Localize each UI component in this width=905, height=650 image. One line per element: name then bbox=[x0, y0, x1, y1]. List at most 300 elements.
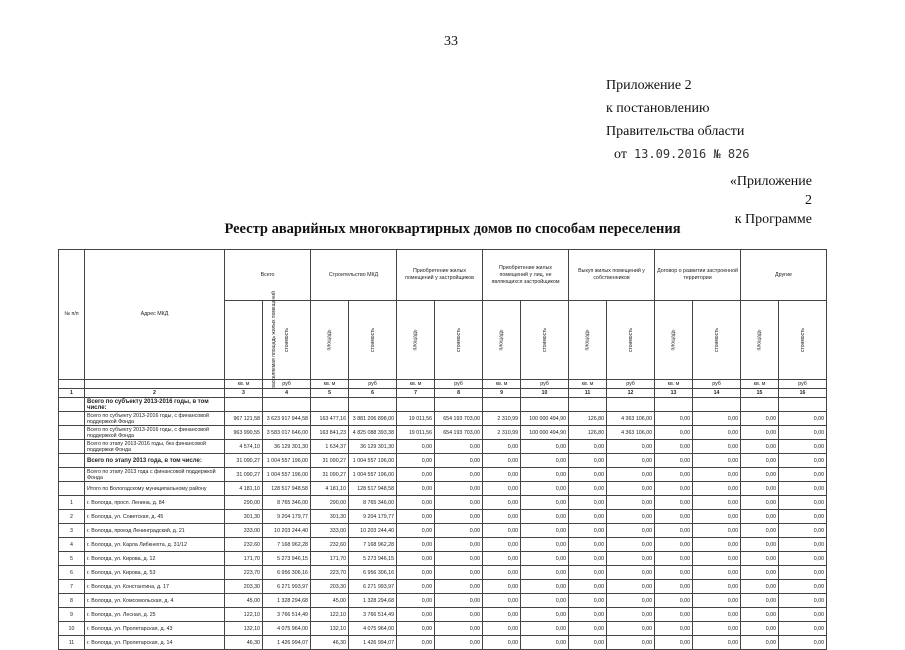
row-value: 0,00 bbox=[693, 440, 741, 454]
row-value: 0,00 bbox=[397, 510, 435, 524]
row-value: 0,00 bbox=[521, 552, 569, 566]
appendix-line-1: Приложение 2 bbox=[606, 78, 692, 93]
unit-cell-empty bbox=[85, 380, 225, 389]
row-value: 0,00 bbox=[607, 454, 655, 468]
row-index: 9 bbox=[59, 608, 85, 622]
appendix-line-3: Правительства области bbox=[606, 124, 745, 139]
table-row bbox=[59, 398, 827, 412]
row-value: 0,00 bbox=[521, 440, 569, 454]
row-value: 126,80 bbox=[569, 426, 607, 440]
unit-cell: руб bbox=[779, 380, 827, 389]
row-value: 0,00 bbox=[435, 468, 483, 482]
row-address: г. Вологда, ул. Карла Либкнехта, д. 31/12 bbox=[85, 538, 225, 552]
row-value bbox=[435, 398, 483, 412]
row-value: 0,00 bbox=[435, 440, 483, 454]
column-number: 1 bbox=[59, 389, 85, 398]
row-value: 0,00 bbox=[607, 552, 655, 566]
row-index bbox=[59, 440, 85, 454]
row-value: 0,00 bbox=[483, 496, 521, 510]
row-value: 0,00 bbox=[435, 594, 483, 608]
row-value: 3 881 206 898,00 bbox=[349, 412, 397, 426]
column-number: 14 bbox=[693, 389, 741, 398]
unit-cell: руб bbox=[435, 380, 483, 389]
row-value: 10 203 244,40 bbox=[263, 524, 311, 538]
registry-table-wrapper bbox=[58, 249, 825, 646]
row-value: 0,00 bbox=[569, 594, 607, 608]
row-index: 8 bbox=[59, 594, 85, 608]
row-value: 0,00 bbox=[521, 636, 569, 650]
header-row-units bbox=[59, 380, 827, 389]
row-value bbox=[741, 398, 779, 412]
header-group-development-contract: Договор о развитии застроенной территории bbox=[655, 250, 741, 301]
row-address: г. Вологда, ул. Пролетарская, д. 43 bbox=[85, 622, 225, 636]
header-sub-cost: стоимость bbox=[263, 301, 311, 380]
row-value: 0,00 bbox=[397, 636, 435, 650]
row-value: 0,00 bbox=[655, 426, 693, 440]
row-value: 1 004 557 196,00 bbox=[263, 454, 311, 468]
row-value: 0,00 bbox=[435, 622, 483, 636]
column-number: 8 bbox=[435, 389, 483, 398]
row-value: 0,00 bbox=[693, 580, 741, 594]
row-value bbox=[521, 398, 569, 412]
row-value: 203,30 bbox=[225, 580, 263, 594]
table-row bbox=[59, 496, 827, 510]
row-value: 128 517 948,58 bbox=[263, 482, 311, 496]
row-value: 0,00 bbox=[655, 608, 693, 622]
row-value: 5 273 946,15 bbox=[349, 552, 397, 566]
unit-cell: руб bbox=[263, 380, 311, 389]
row-index bbox=[59, 398, 85, 412]
header-row-groups bbox=[59, 250, 827, 301]
row-value: 31 090,27 bbox=[311, 454, 349, 468]
row-value: 0,00 bbox=[693, 468, 741, 482]
row-value: 0,00 bbox=[569, 552, 607, 566]
row-address: г. Вологда, ул. Лесная, д. 25 bbox=[85, 608, 225, 622]
appendix-line-2: к постановлению bbox=[606, 101, 710, 116]
column-number: 7 bbox=[397, 389, 435, 398]
row-value: 0,00 bbox=[779, 426, 827, 440]
row-value: 163 477,16 bbox=[311, 412, 349, 426]
row-value: 223,70 bbox=[311, 566, 349, 580]
column-number: 4 bbox=[263, 389, 311, 398]
appendix-header bbox=[606, 74, 750, 166]
row-address: Итого по Вологодскому муниципальному району bbox=[85, 482, 225, 496]
header-group-construction: Строительство МКД bbox=[311, 250, 397, 301]
row-value: 654 193 703,00 bbox=[435, 412, 483, 426]
row-value: 0,00 bbox=[569, 482, 607, 496]
row-value: 0,00 bbox=[693, 538, 741, 552]
row-value: 4 363 106,00 bbox=[607, 412, 655, 426]
row-value: 132,10 bbox=[311, 622, 349, 636]
row-value: 290,00 bbox=[225, 496, 263, 510]
table-row bbox=[59, 538, 827, 552]
table-row bbox=[59, 426, 827, 440]
row-value: 967 121,58 bbox=[225, 412, 263, 426]
row-address: Всего по этапу 2013-2016 годы, без финансовой поддержки Фонда bbox=[85, 440, 225, 454]
unit-cell-empty bbox=[59, 380, 85, 389]
row-value: 122,10 bbox=[311, 608, 349, 622]
row-value: 0,00 bbox=[741, 538, 779, 552]
row-value: 0,00 bbox=[521, 594, 569, 608]
row-address: Всего по этапу 2013 года, в том числе: bbox=[85, 454, 225, 468]
row-value: 0,00 bbox=[569, 580, 607, 594]
table-row bbox=[59, 622, 827, 636]
row-value: 0,00 bbox=[521, 608, 569, 622]
row-value: 0,00 bbox=[483, 608, 521, 622]
row-value: 46,30 bbox=[311, 636, 349, 650]
column-number: 6 bbox=[349, 389, 397, 398]
row-value: 1 426 994,07 bbox=[349, 636, 397, 650]
row-value: 0,00 bbox=[397, 440, 435, 454]
row-value: 0,00 bbox=[693, 454, 741, 468]
row-value: 4 181,10 bbox=[225, 482, 263, 496]
row-value: 0,00 bbox=[521, 454, 569, 468]
row-value: 0,00 bbox=[779, 608, 827, 622]
row-value: 0,00 bbox=[693, 496, 741, 510]
row-value: 0,00 bbox=[521, 482, 569, 496]
table-row bbox=[59, 412, 827, 426]
table-row bbox=[59, 482, 827, 496]
row-value: 0,00 bbox=[483, 454, 521, 468]
row-value: 45,00 bbox=[225, 594, 263, 608]
row-address: г. Вологда, ул. Комсомольская, д. 4 bbox=[85, 594, 225, 608]
unit-cell: руб bbox=[349, 380, 397, 389]
column-number: 11 bbox=[569, 389, 607, 398]
row-value: 4 075 964,00 bbox=[349, 622, 397, 636]
row-index: 3 bbox=[59, 524, 85, 538]
header-sub-area: площадь bbox=[741, 301, 779, 380]
row-value: 0,00 bbox=[655, 510, 693, 524]
row-value bbox=[779, 398, 827, 412]
row-value: 2 310,99 bbox=[483, 426, 521, 440]
row-value: 0,00 bbox=[435, 538, 483, 552]
row-value: 31 090,27 bbox=[311, 468, 349, 482]
row-value: 0,00 bbox=[741, 426, 779, 440]
row-value: 232,60 bbox=[311, 538, 349, 552]
row-value: 0,00 bbox=[607, 440, 655, 454]
row-value: 0,00 bbox=[435, 636, 483, 650]
row-value: 0,00 bbox=[521, 580, 569, 594]
date-prefix: от bbox=[614, 147, 627, 162]
row-value: 1 004 557 196,00 bbox=[263, 468, 311, 482]
header-sub-cost: стоимость bbox=[435, 301, 483, 380]
header-row-numbers bbox=[59, 389, 827, 398]
row-value: 0,00 bbox=[521, 510, 569, 524]
row-value: 4 825 088 393,38 bbox=[349, 426, 397, 440]
row-value: 0,00 bbox=[397, 580, 435, 594]
row-value: 171,70 bbox=[311, 552, 349, 566]
header-sub-area: площадь bbox=[569, 301, 607, 380]
unit-cell: руб bbox=[693, 380, 741, 389]
row-value: 0,00 bbox=[693, 524, 741, 538]
row-value: 0,00 bbox=[435, 482, 483, 496]
row-index bbox=[59, 426, 85, 440]
row-value: 0,00 bbox=[741, 524, 779, 538]
row-value bbox=[397, 398, 435, 412]
document-title: Реестр аварийных многоквартирных домов по способам переселения bbox=[224, 221, 681, 237]
row-index bbox=[59, 412, 85, 426]
table-row bbox=[59, 608, 827, 622]
row-value: 3 623 917 944,58 bbox=[263, 412, 311, 426]
row-value: 0,00 bbox=[693, 608, 741, 622]
row-value: 0,00 bbox=[397, 552, 435, 566]
row-value: 31 090,27 bbox=[225, 454, 263, 468]
row-value: 0,00 bbox=[655, 524, 693, 538]
row-value: 6 271 993,97 bbox=[349, 580, 397, 594]
row-value: 0,00 bbox=[569, 524, 607, 538]
column-number: 5 bbox=[311, 389, 349, 398]
row-value: 0,00 bbox=[397, 468, 435, 482]
row-value bbox=[311, 398, 349, 412]
header-address: Адрес МКД bbox=[85, 250, 225, 380]
row-value: 0,00 bbox=[741, 412, 779, 426]
row-value: 0,00 bbox=[741, 636, 779, 650]
row-value: 0,00 bbox=[655, 482, 693, 496]
header-sub-cost: стоимость bbox=[607, 301, 655, 380]
header-sub-area: площадь bbox=[655, 301, 693, 380]
row-value: 0,00 bbox=[655, 496, 693, 510]
row-value: 301,30 bbox=[225, 510, 263, 524]
unit-cell: руб bbox=[607, 380, 655, 389]
row-address: Всего по субъекту 2013-2016 годы, в том числе: bbox=[85, 398, 225, 412]
row-value: 0,00 bbox=[607, 636, 655, 650]
row-index: 11 bbox=[59, 636, 85, 650]
row-value: 0,00 bbox=[397, 566, 435, 580]
row-value: 8 765 346,00 bbox=[263, 496, 311, 510]
row-value: 122,10 bbox=[225, 608, 263, 622]
header-sub-area: площадь bbox=[483, 301, 521, 380]
row-value: 0,00 bbox=[741, 482, 779, 496]
row-value: 0,00 bbox=[655, 594, 693, 608]
row-value: 0,00 bbox=[655, 636, 693, 650]
row-value: 0,00 bbox=[741, 510, 779, 524]
column-number: 13 bbox=[655, 389, 693, 398]
row-value: 0,00 bbox=[693, 622, 741, 636]
row-value: 0,00 bbox=[435, 608, 483, 622]
row-value: 0,00 bbox=[741, 454, 779, 468]
row-value: 333,00 bbox=[311, 524, 349, 538]
row-index: 5 bbox=[59, 552, 85, 566]
row-value: 0,00 bbox=[607, 608, 655, 622]
row-value: 0,00 bbox=[569, 538, 607, 552]
row-value: 0,00 bbox=[483, 524, 521, 538]
row-value: 0,00 bbox=[741, 468, 779, 482]
row-value: 0,00 bbox=[607, 538, 655, 552]
row-value: 333,00 bbox=[225, 524, 263, 538]
column-number: 16 bbox=[779, 389, 827, 398]
unit-cell: руб bbox=[521, 380, 569, 389]
table-row bbox=[59, 468, 827, 482]
row-value: 0,00 bbox=[779, 524, 827, 538]
column-number: 2 bbox=[85, 389, 225, 398]
row-value bbox=[225, 398, 263, 412]
column-number: 9 bbox=[483, 389, 521, 398]
row-address: г. Вологда, просп. Ленина, д. 84 bbox=[85, 496, 225, 510]
row-value: 0,00 bbox=[741, 566, 779, 580]
row-value: 1 004 557 196,00 bbox=[349, 454, 397, 468]
row-value: 0,00 bbox=[741, 622, 779, 636]
row-value: 132,10 bbox=[225, 622, 263, 636]
row-value: 0,00 bbox=[655, 538, 693, 552]
header-sub-area: площадь bbox=[311, 301, 349, 380]
row-value: 0,00 bbox=[397, 524, 435, 538]
row-value: 0,00 bbox=[397, 622, 435, 636]
header-group-total: Всего bbox=[225, 250, 311, 301]
row-value: 0,00 bbox=[779, 440, 827, 454]
row-value: 126,80 bbox=[569, 412, 607, 426]
row-value: 0,00 bbox=[569, 468, 607, 482]
row-value: 0,00 bbox=[435, 524, 483, 538]
row-value bbox=[263, 398, 311, 412]
row-value: 36 129 301,30 bbox=[349, 440, 397, 454]
row-value: 8 765 346,00 bbox=[349, 496, 397, 510]
program-ref-line-1: «Приложение 2 bbox=[729, 174, 812, 208]
row-address: г. Вологда, ул. Константина, д. 17 bbox=[85, 580, 225, 594]
row-value: 0,00 bbox=[483, 468, 521, 482]
row-value: 3 766 514,49 bbox=[263, 608, 311, 622]
row-value: 0,00 bbox=[741, 552, 779, 566]
row-value: 301,30 bbox=[311, 510, 349, 524]
row-value: 4 181,10 bbox=[311, 482, 349, 496]
header-group-buyout: Выкуп жилых помещений у собственников bbox=[569, 250, 655, 301]
row-value: 0,00 bbox=[397, 482, 435, 496]
row-value: 0,00 bbox=[435, 496, 483, 510]
row-value: 3 583 017 646,00 bbox=[263, 426, 311, 440]
row-value: 1 426 994,07 bbox=[263, 636, 311, 650]
row-value: 0,00 bbox=[483, 622, 521, 636]
row-value: 0,00 bbox=[483, 510, 521, 524]
row-value: 0,00 bbox=[569, 636, 607, 650]
row-value: 0,00 bbox=[521, 622, 569, 636]
table-row bbox=[59, 524, 827, 538]
row-index: 10 bbox=[59, 622, 85, 636]
row-value: 0,00 bbox=[693, 510, 741, 524]
row-value: 0,00 bbox=[693, 426, 741, 440]
row-value: 1 634,37 bbox=[311, 440, 349, 454]
header-sub-cost: стоимость bbox=[693, 301, 741, 380]
row-value: 0,00 bbox=[741, 580, 779, 594]
row-value: 0,00 bbox=[607, 496, 655, 510]
row-value bbox=[483, 398, 521, 412]
row-value: 0,00 bbox=[655, 454, 693, 468]
row-value bbox=[693, 398, 741, 412]
row-value: 0,00 bbox=[569, 622, 607, 636]
program-ref-line-2: к Программе bbox=[734, 212, 812, 227]
row-address: Всего по субъекту 2013-2016 годы, с финансовой поддержкой Фонда bbox=[85, 426, 225, 440]
row-value: 0,00 bbox=[779, 412, 827, 426]
row-value: 0,00 bbox=[607, 566, 655, 580]
column-number: 3 bbox=[225, 389, 263, 398]
row-value: 0,00 bbox=[483, 552, 521, 566]
column-number: 12 bbox=[607, 389, 655, 398]
row-value: 36 129 301,30 bbox=[263, 440, 311, 454]
row-value: 0,00 bbox=[607, 580, 655, 594]
header-group-other: Другие bbox=[741, 250, 827, 301]
row-value: 45,00 bbox=[311, 594, 349, 608]
row-value: 100 000 494,90 bbox=[521, 412, 569, 426]
row-value: 0,00 bbox=[607, 468, 655, 482]
row-index: 4 bbox=[59, 538, 85, 552]
row-value: 232,60 bbox=[225, 538, 263, 552]
row-value: 0,00 bbox=[569, 440, 607, 454]
row-value: 0,00 bbox=[779, 636, 827, 650]
row-value: 19 011,56 bbox=[397, 412, 435, 426]
header-sub-total-area: расселяемая площадь жилых помещений bbox=[225, 301, 263, 380]
unit-cell: кв. м bbox=[397, 380, 435, 389]
row-value: 0,00 bbox=[779, 622, 827, 636]
row-address: Всего по этапу 2013 года с финансовой поддержкой Фонда bbox=[85, 468, 225, 482]
row-value: 0,00 bbox=[435, 510, 483, 524]
table-row bbox=[59, 440, 827, 454]
row-value: 0,00 bbox=[521, 496, 569, 510]
row-value: 4 574,10 bbox=[225, 440, 263, 454]
row-value: 0,00 bbox=[607, 482, 655, 496]
row-value: 0,00 bbox=[569, 566, 607, 580]
row-value: 0,00 bbox=[521, 566, 569, 580]
unit-cell: кв. м bbox=[569, 380, 607, 389]
row-value: 0,00 bbox=[655, 622, 693, 636]
row-value: 0,00 bbox=[779, 482, 827, 496]
header-sub-area: площадь bbox=[397, 301, 435, 380]
column-number: 15 bbox=[741, 389, 779, 398]
row-value: 163 841,23 bbox=[311, 426, 349, 440]
row-value: 3 766 514,49 bbox=[349, 608, 397, 622]
row-value: 6 956 306,16 bbox=[263, 566, 311, 580]
row-value: 0,00 bbox=[569, 496, 607, 510]
row-value: 963 990,55 bbox=[225, 426, 263, 440]
row-value: 100 000 494,90 bbox=[521, 426, 569, 440]
row-value: 0,00 bbox=[741, 594, 779, 608]
table-row bbox=[59, 566, 827, 580]
row-value: 223,70 bbox=[225, 566, 263, 580]
row-value: 0,00 bbox=[779, 580, 827, 594]
unit-cell: кв. м bbox=[225, 380, 263, 389]
row-value bbox=[349, 398, 397, 412]
row-value: 0,00 bbox=[483, 580, 521, 594]
row-address: г. Вологда, ул. Пролетарская, д. 14 bbox=[85, 636, 225, 650]
unit-cell: кв. м bbox=[483, 380, 521, 389]
header-group-developers: Приобретение жилых помещений у застройщиков bbox=[397, 250, 483, 301]
row-value: 0,00 bbox=[607, 594, 655, 608]
row-value: 0,00 bbox=[779, 566, 827, 580]
row-index: 2 bbox=[59, 510, 85, 524]
date-value: 13.09.2016 № 826 bbox=[633, 147, 750, 161]
row-value: 0,00 bbox=[607, 622, 655, 636]
table-row bbox=[59, 510, 827, 524]
row-value: 0,00 bbox=[655, 580, 693, 594]
row-value: 19 011,56 bbox=[397, 426, 435, 440]
header-sub-cost: стоимость bbox=[779, 301, 827, 380]
row-value: 9 204 179,77 bbox=[349, 510, 397, 524]
row-value: 7 168 962,28 bbox=[263, 538, 311, 552]
row-value: 203,30 bbox=[311, 580, 349, 594]
column-number: 10 bbox=[521, 389, 569, 398]
row-value bbox=[655, 398, 693, 412]
appendix-date bbox=[606, 143, 750, 166]
row-value: 0,00 bbox=[693, 482, 741, 496]
row-value: 0,00 bbox=[779, 594, 827, 608]
row-value: 46,30 bbox=[225, 636, 263, 650]
row-value: 0,00 bbox=[779, 468, 827, 482]
row-value: 4 363 106,00 bbox=[607, 426, 655, 440]
row-value: 1 328 294,68 bbox=[349, 594, 397, 608]
row-value: 0,00 bbox=[779, 454, 827, 468]
row-index: 7 bbox=[59, 580, 85, 594]
row-value: 0,00 bbox=[435, 552, 483, 566]
row-value: 0,00 bbox=[483, 538, 521, 552]
row-value: 0,00 bbox=[655, 468, 693, 482]
row-value: 0,00 bbox=[397, 594, 435, 608]
